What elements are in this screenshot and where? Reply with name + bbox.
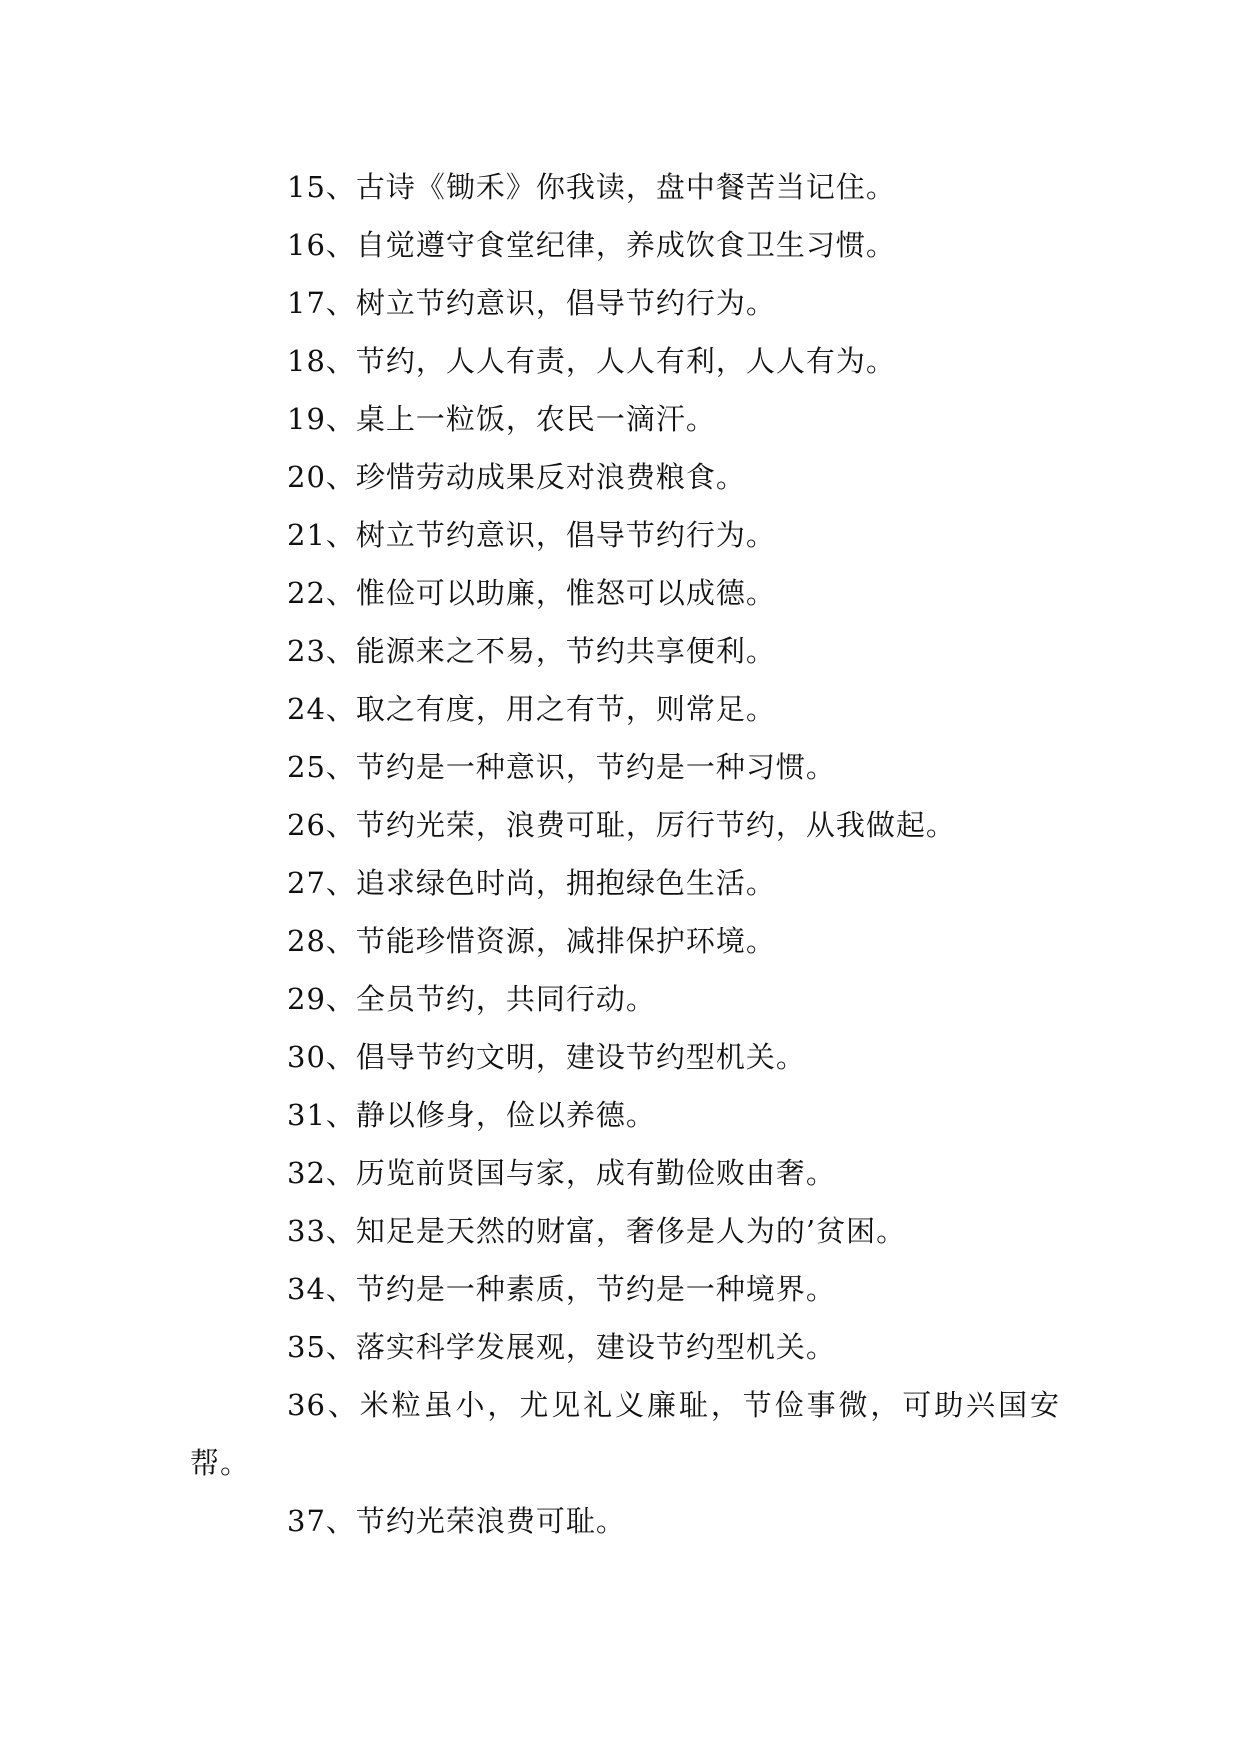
slogan-line-17: 17、树立节约意识，倡导节约行为。 — [287, 286, 776, 320]
slogan-line-15: 15、古诗《锄禾》你我读，盘中餐苦当记住。 — [287, 170, 896, 204]
slogan-line-26: 26、节约光荣，浪费可耻，厉行节约，从我做起。 — [287, 808, 956, 842]
slogan-line-24: 24、取之有度，用之有节，则常足。 — [287, 692, 776, 726]
slogan-line-34: 34、节约是一种素质，节约是一种境界。 — [287, 1272, 836, 1306]
slogan-line-27: 27、追求绿色时尚，拥抱绿色生活。 — [287, 866, 776, 900]
slogan-line-22: 22、惟俭可以助廉，惟怒可以成德。 — [287, 576, 776, 610]
slogan-line-25: 25、节约是一种意识，节约是一种习惯。 — [287, 750, 836, 784]
slogan-line-16: 16、自觉遵守食堂纪律，养成饮食卫生习惯。 — [287, 228, 896, 262]
slogan-line-29: 29、全员节约，共同行动。 — [287, 982, 656, 1016]
slogan-line-35: 35、落实科学发展观，建设节约型机关。 — [287, 1330, 836, 1364]
slogan-line-37: 37、节约光荣浪费可耻。 — [287, 1504, 626, 1538]
slogan-line-20: 20、珍惜劳动成果反对浪费粮食。 — [287, 460, 746, 494]
slogan-line-23: 23、能源来之不易，节约共享便利。 — [287, 634, 776, 668]
slogan-line-32: 32、历览前贤国与家，成有勤俭败由奢。 — [287, 1156, 836, 1190]
slogan-line-31: 31、静以修身，俭以养德。 — [287, 1098, 656, 1132]
slogan-line-36: 36、米粒虽小，尤见礼义廉耻，节俭事微，可助兴国安帮。 — [190, 1388, 1060, 1480]
slogan-line-18: 18、节约，人人有责，人人有利，人人有为。 — [287, 344, 896, 378]
slogan-line-19: 19、桌上一粒饭，农民一滴汗。 — [287, 402, 716, 436]
slogan-line-30: 30、倡导节约文明，建设节约型机关。 — [287, 1040, 806, 1074]
slogan-list — [190, 158, 1060, 1550]
slogan-line-33: 33、知足是天然的财富，奢侈是人为的’贫困。 — [287, 1214, 907, 1248]
slogan-line-28: 28、节能珍惜资源，减排保护环境。 — [287, 924, 776, 958]
slogan-line-21: 21、树立节约意识，倡导节约行为。 — [287, 518, 776, 552]
